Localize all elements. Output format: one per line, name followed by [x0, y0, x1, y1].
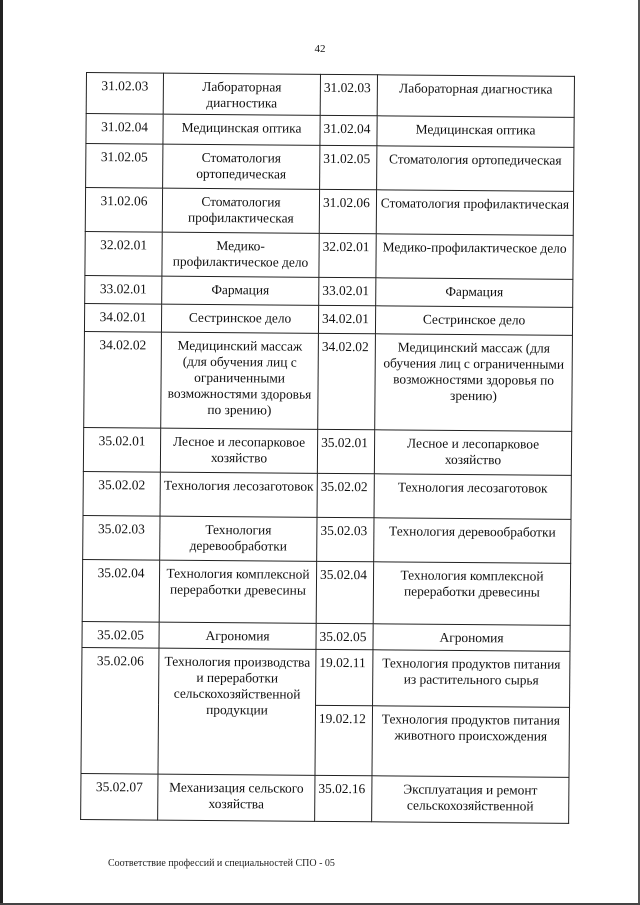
table-row: [83, 471, 571, 519]
name-cell-right: Стоматология профилактическая: [376, 190, 573, 236]
table-row-merged: [82, 647, 570, 707]
code-cell-right: 35.02.03: [317, 517, 374, 561]
name-cell-right: Лесное и лесопарковое хозяйство: [374, 430, 571, 476]
table-row: [86, 73, 574, 118]
table-row: [83, 515, 571, 563]
code-cell-left: 35.02.05: [82, 621, 159, 648]
code-cell-right: 35.02.16: [315, 775, 372, 821]
table-row: [81, 773, 569, 823]
name-cell-left: Стоматология профилактическая: [162, 188, 319, 233]
name-cell-right: Сестринское дело: [375, 306, 572, 336]
code-cell-right: 34.02.01: [318, 305, 375, 333]
table-row: [85, 188, 573, 236]
code-cell-right: 19.02.12: [315, 705, 373, 775]
name-cell-left: Медико-профилактическое дело: [162, 232, 319, 277]
name-cell-right: Технология продуктов питания из растительного сырья: [373, 650, 570, 708]
name-cell-right: Фармация: [376, 278, 573, 308]
name-cell-right: Медико-профилактическое дело: [376, 234, 573, 280]
code-cell-right: 19.02.11: [316, 649, 373, 705]
table-row: [82, 621, 570, 651]
document-footer: Соответствие профессий и специальностей СПО - 05: [108, 858, 335, 869]
code-cell-left: 35.02.02: [83, 471, 160, 516]
code-cell-left: 35.02.01: [83, 427, 160, 472]
name-cell-right: Агрономия: [373, 624, 570, 652]
code-cell-right: 34.02.02: [318, 333, 376, 429]
name-cell-right: Технология продуктов питания животного происхождения: [372, 706, 570, 778]
name-cell-left: Медицинский массаж (для обучения лиц с ограниченными возможностями здоровья по зрению): [161, 332, 319, 429]
code-cell-left: 31.02.03: [86, 73, 163, 115]
name-cell-left: Агрономия: [159, 622, 316, 649]
name-cell-right: Технология комплексной переработки древесины: [373, 562, 570, 626]
code-cell-left: 34.02.01: [84, 303, 161, 332]
code-cell-right: 35.02.01: [317, 429, 374, 473]
table-body: [81, 73, 575, 824]
table-row: [83, 427, 571, 475]
code-cell-left: 35.02.03: [83, 515, 160, 560]
name-cell-right: Технология лесозаготовок: [374, 474, 571, 520]
table-row: [86, 144, 574, 192]
code-cell-left: 32.02.01: [85, 231, 162, 276]
name-cell-left: Стоматология ортопедическая: [163, 144, 320, 189]
name-cell-right: Эксплуатация и ремонт сельскохозяйственной: [372, 776, 569, 824]
page-number: 42: [314, 43, 326, 55]
code-cell-left: 31.02.05: [86, 144, 163, 189]
name-cell-left: Фармация: [162, 276, 319, 305]
specialty-correspondence-table: [80, 72, 575, 824]
name-cell-right: Медицинская оптика: [377, 116, 574, 148]
code-cell-right: 32.02.01: [319, 233, 376, 277]
name-cell-left: Механизация сельского хозяйства: [158, 774, 315, 821]
name-cell-left: Медицинская оптика: [163, 114, 320, 145]
code-cell-right: 31.02.06: [319, 189, 376, 233]
scan-edge-left: [0, 0, 3, 905]
code-cell-left: 35.02.04: [82, 559, 159, 622]
table-row: [84, 331, 573, 431]
table-row: [84, 303, 572, 335]
name-cell-left: Технология производства и переработки сельскохозяйственной продукции: [158, 648, 316, 775]
name-cell-left: Технология комплексной переработки древесины: [159, 560, 316, 623]
code-cell-left: 33.02.01: [85, 275, 162, 304]
code-cell-left: 31.02.04: [86, 114, 163, 145]
code-cell-left: 31.02.06: [85, 188, 162, 233]
name-cell-left: Лабораторная диагностика: [163, 73, 320, 115]
table-row: [86, 114, 574, 148]
code-cell-left: 35.02.06: [81, 647, 159, 774]
table-row: [85, 275, 573, 307]
code-cell-right: 33.02.01: [319, 277, 376, 305]
table-row: [82, 559, 570, 625]
name-cell-left: Технология деревообработки: [160, 516, 317, 561]
name-cell-left: Технология лесозаготовок: [160, 472, 317, 517]
name-cell-right: Стоматология ортопедическая: [377, 146, 574, 192]
code-cell-left: 34.02.02: [84, 331, 162, 428]
code-cell-right: 31.02.05: [320, 145, 377, 189]
name-cell-right: Медицинский массаж (для обучения лиц с ограниченными возможностями здоровья по зрению): [375, 334, 573, 432]
name-cell-left: Сестринское дело: [161, 304, 318, 333]
table-row: [85, 231, 573, 279]
code-cell-right: 35.02.02: [317, 473, 374, 517]
name-cell-left: Лесное и лесопарковое хозяйство: [160, 428, 317, 473]
code-cell-right: 35.02.04: [316, 561, 373, 623]
code-cell-right: 35.02.05: [316, 623, 373, 649]
name-cell-right: Лабораторная диагностика: [377, 75, 574, 118]
name-cell-right: Технология деревообработки: [374, 518, 571, 564]
code-cell-left: 35.02.07: [81, 773, 158, 820]
code-cell-right: 31.02.03: [320, 74, 377, 115]
code-cell-right: 31.02.04: [320, 115, 377, 145]
